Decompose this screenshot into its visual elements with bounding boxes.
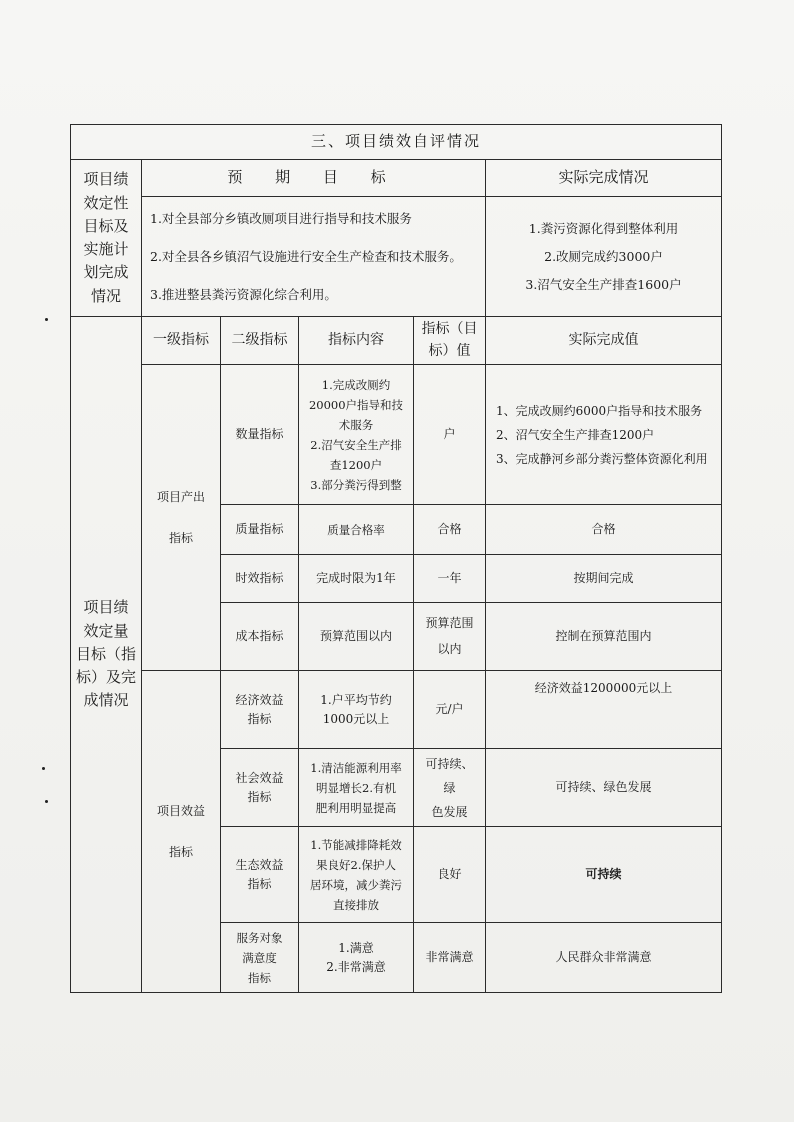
scan-speck <box>45 800 48 803</box>
scan-speck <box>45 318 48 321</box>
content-cell: 质量合格率 <box>299 505 414 555</box>
level2-line: 指标 <box>247 711 272 726</box>
content-line: 查1200户 <box>329 457 383 472</box>
value-cell: 合格 <box>414 505 486 555</box>
level2-cell: 成本指标 <box>221 603 299 671</box>
level2-line: 指标 <box>247 789 272 804</box>
result-item: 2.改厕完成约3000户 <box>544 248 663 264</box>
actual-line: 1、完成改厕约6000户指导和技术服务 <box>496 403 703 418</box>
level2-cell: 数量指标 <box>221 365 299 505</box>
value-line: 可持续、绿 <box>425 756 474 795</box>
actual-cell: 可持续 <box>486 827 722 923</box>
value-cell <box>414 603 486 671</box>
qualitative-target-label <box>71 160 142 317</box>
group-line: 项目产出 <box>156 489 205 504</box>
goal-item: 2.对全县各乡镇沼气设施进行安全生产检查和技术服务。 <box>150 248 462 264</box>
content-line: 3.部分粪污得到整 <box>310 477 402 492</box>
label-line: 标）及完 <box>75 668 136 687</box>
level2-line: 服务对象 <box>236 930 283 945</box>
actual-line: 3、完成静河乡部分粪污整体资源化利用 <box>496 451 708 466</box>
value-header <box>414 317 486 365</box>
value-cell: 元/户 <box>414 671 486 749</box>
content-line: 20000户指导和技 <box>308 397 404 412</box>
level1-header: 一级指标 <box>142 317 221 365</box>
value-line: 以内 <box>437 641 462 656</box>
target-header-row <box>71 160 722 197</box>
label-line: 项目绩 <box>83 598 129 617</box>
content-cell <box>299 749 414 827</box>
content-line: 1.完成改厕约 <box>321 377 391 392</box>
title-row <box>71 125 722 160</box>
actual-cell: 可持续、绿色发展 <box>486 749 722 827</box>
label-line: 情况 <box>90 286 121 305</box>
actual-cell: 合格 <box>486 505 722 555</box>
content-line: 明显增长2.有机 <box>316 780 396 795</box>
scan-speck <box>42 767 45 770</box>
expected-goals-list <box>142 197 486 317</box>
actual-cell: 人民群众非常满意 <box>486 923 722 993</box>
actual-completion-header: 实际完成情况 <box>486 160 722 197</box>
economic-benefit-row <box>71 671 722 749</box>
content-line: 果良好2.保护人 <box>316 857 396 872</box>
group-line: 指标 <box>168 844 193 859</box>
level2-cell: 质量指标 <box>221 505 299 555</box>
level2-line: 满意度 <box>242 950 277 965</box>
level2-line: 经济效益 <box>235 692 284 707</box>
label-line: 成情况 <box>83 691 129 710</box>
content-cell <box>299 923 414 993</box>
group-line: 项目效益 <box>156 803 205 818</box>
label-line: 实施计 <box>83 240 129 258</box>
value-line: 预算范围 <box>425 616 474 631</box>
content-line: 居环境，减少粪污 <box>310 877 402 892</box>
content-line: 肥利用明显提高 <box>315 800 397 815</box>
actual-line: 2、沼气安全生产排查1200户 <box>496 427 655 442</box>
content-line: 1000元以上 <box>322 711 390 726</box>
value-cell: 户 <box>414 365 486 505</box>
value-cell <box>414 749 486 827</box>
level2-line: 指标 <box>248 970 271 985</box>
actual-results-list <box>486 197 722 317</box>
content-cell <box>299 827 414 923</box>
result-item: 1.粪污资源化得到整体利用 <box>528 220 679 236</box>
content-line: 2.非常满意 <box>326 959 386 974</box>
result-item: 3.沼气安全生产排查1600户 <box>525 276 682 292</box>
actual-value-header: 实际完成值 <box>486 317 722 365</box>
target-content-row <box>71 197 722 317</box>
level2-cell <box>221 923 299 993</box>
expected-goals-header: 预 期 目 标 <box>142 160 486 197</box>
performance-table <box>70 124 722 993</box>
header-line: 标）值 <box>428 342 471 359</box>
label-line: 目标及 <box>83 216 129 235</box>
content-cell: 完成时限为1年 <box>299 555 414 603</box>
value-cell: 非常满意 <box>414 923 486 993</box>
content-cell: 预算范围以内 <box>299 603 414 671</box>
goal-item: 3.推进整县粪污资源化综合利用。 <box>150 286 337 302</box>
level2-cell: 时效指标 <box>221 555 299 603</box>
label-line: 项目绩 <box>83 170 129 189</box>
actual-cell: 控制在预算范围内 <box>486 603 722 671</box>
actual-cell: 经济效益1200000元以上 <box>486 671 722 749</box>
goal-item: 1.对全县部分乡镇改厕项目进行指导和技术服务 <box>150 210 412 226</box>
content-line: 直接排放 <box>333 897 379 912</box>
content-cell <box>299 671 414 749</box>
content-header: 指标内容 <box>299 317 414 365</box>
level2-line: 生态效益 <box>235 857 284 872</box>
quantity-indicator-row <box>71 365 722 505</box>
quantitative-target-label <box>71 317 142 993</box>
level2-cell <box>221 749 299 827</box>
benefit-indicator-group <box>142 671 221 993</box>
group-line: 指标 <box>168 530 193 545</box>
section-title: 三、项目绩效自评情况 <box>71 125 722 160</box>
value-line: 色发展 <box>431 804 468 819</box>
content-line: 1.户平均节约 <box>320 692 392 707</box>
header-line: 指标（目 <box>421 320 478 337</box>
output-indicator-group <box>142 365 221 671</box>
label-line: 效定量 <box>83 621 129 640</box>
level2-header: 二级指标 <box>221 317 299 365</box>
indicator-header-row <box>71 317 722 365</box>
content-line: 术服务 <box>338 417 374 432</box>
content-line: 1.清洁能源利用率 <box>310 760 402 775</box>
content-line: 1.节能减排降耗效 <box>310 837 402 852</box>
actual-cell: 按期间完成 <box>486 555 722 603</box>
label-line: 目标（指 <box>75 644 136 663</box>
level2-line: 指标 <box>247 876 272 891</box>
label-line: 划完成 <box>83 263 129 282</box>
label-line: 效定性 <box>83 193 129 212</box>
level2-line: 社会效益 <box>235 770 284 785</box>
content-cell <box>299 365 414 505</box>
content-line: 2.沼气安全生产排 <box>310 437 402 452</box>
value-cell: 一年 <box>414 555 486 603</box>
value-cell: 良好 <box>414 827 486 923</box>
level2-cell <box>221 827 299 923</box>
content-line: 1.满意 <box>338 940 374 955</box>
actual-cell <box>486 365 722 505</box>
level2-cell <box>221 671 299 749</box>
